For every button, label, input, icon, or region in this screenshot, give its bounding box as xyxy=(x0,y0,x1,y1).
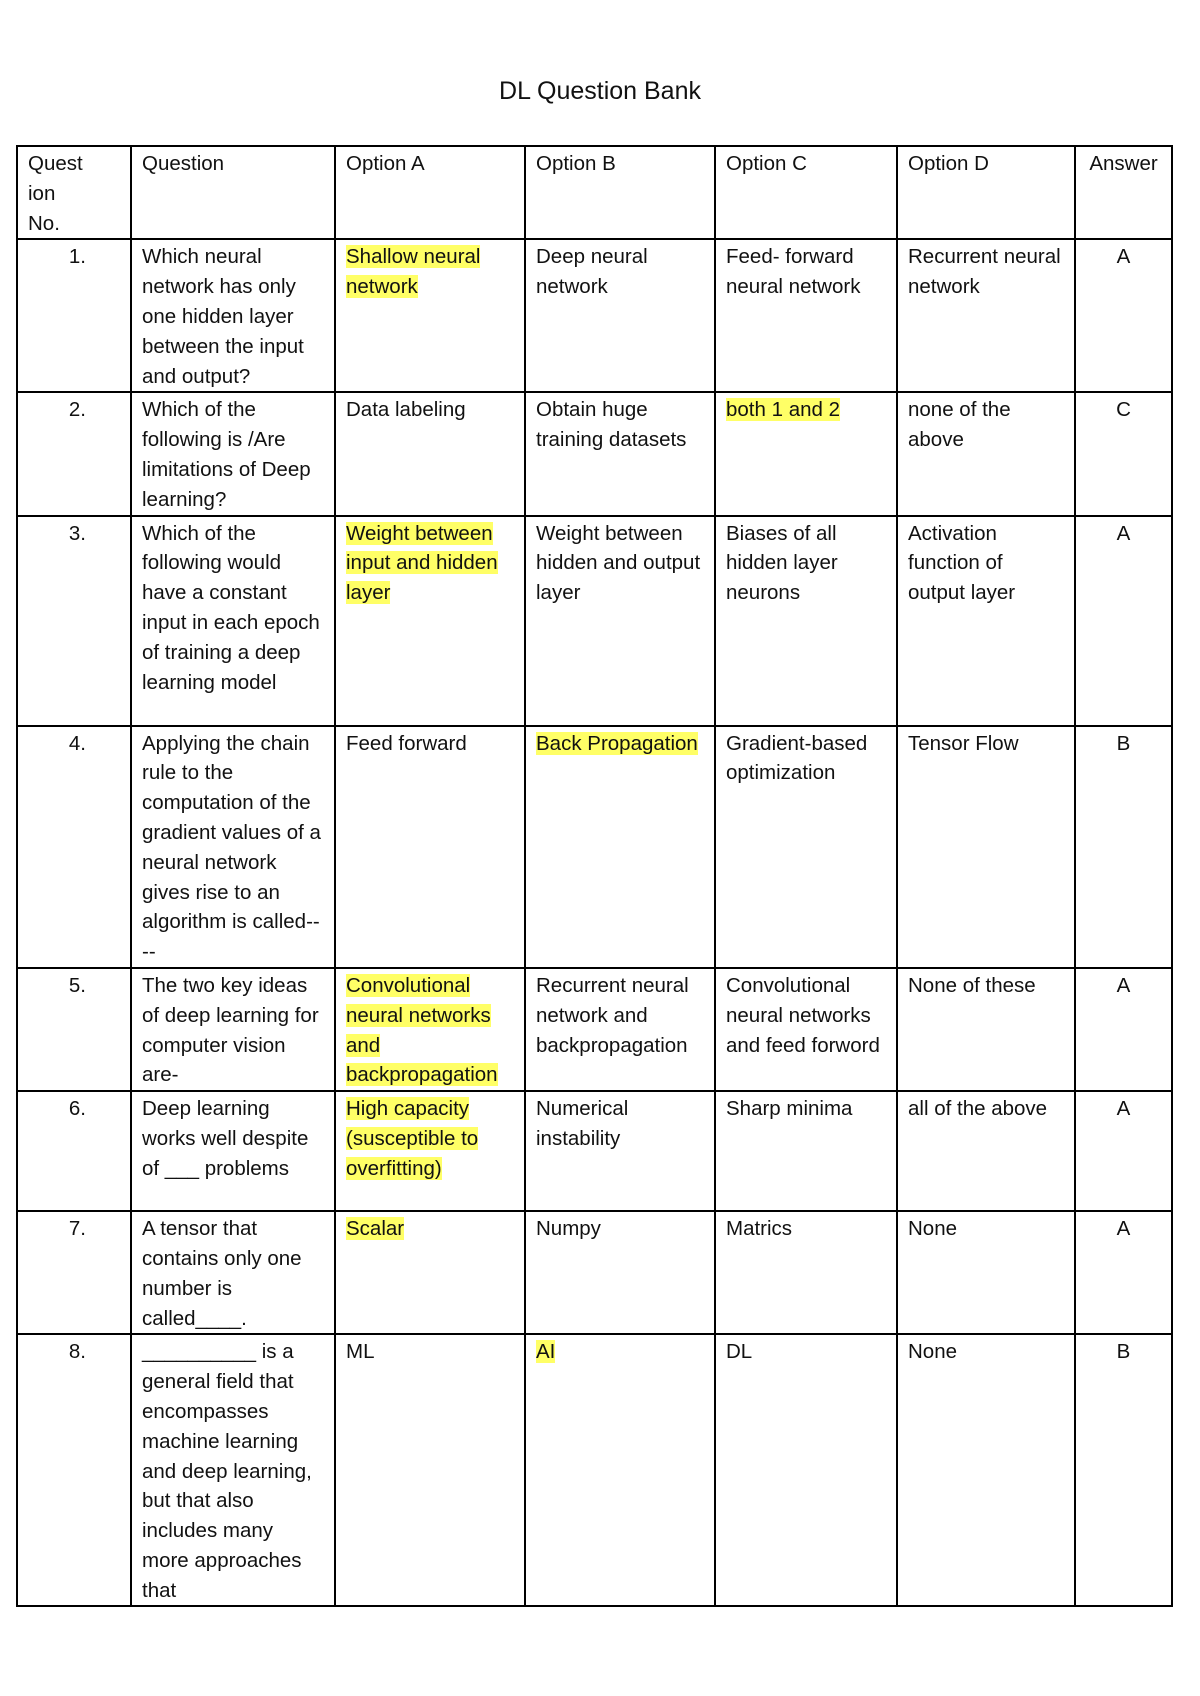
question-number: 7. xyxy=(17,1211,131,1334)
page-title: DL Question Bank xyxy=(499,77,701,105)
header-question: Question xyxy=(131,146,335,239)
option-a-cell xyxy=(335,968,525,1091)
correct-answer-highlight: Weight between input and hidden layer xyxy=(346,521,498,605)
question-number: 2. xyxy=(17,392,131,515)
correct-answer-highlight: Back Propagation xyxy=(536,731,698,755)
table-row xyxy=(17,392,1172,515)
option-c-cell: Sharp minima xyxy=(715,1091,897,1211)
table-row xyxy=(17,1211,1172,1334)
correct-answer-highlight: both 1 and 2 xyxy=(726,398,840,422)
answer-cell: B xyxy=(1075,726,1172,968)
answer-cell: A xyxy=(1075,968,1172,1091)
correct-answer-highlight: Scalar xyxy=(346,1217,405,1241)
question-text: Which of the following is /Are limitations of Deep learning? xyxy=(131,392,335,515)
question-number: 5. xyxy=(17,968,131,1091)
option-b-cell: Numpy xyxy=(525,1211,715,1334)
option-c-cell: Convolutional neural networks and feed forword xyxy=(715,968,897,1091)
option-b-cell: Obtain huge training datasets xyxy=(525,392,715,515)
question-number: 6. xyxy=(17,1091,131,1211)
option-b-cell: Numerical instability xyxy=(525,1091,715,1211)
option-b-cell xyxy=(525,1334,715,1606)
correct-answer-highlight: Shallow neural network xyxy=(346,245,481,299)
table-row xyxy=(17,1334,1172,1606)
option-c-cell xyxy=(715,392,897,515)
option-c-cell: Feed- forward neural network xyxy=(715,239,897,392)
answer-cell: A xyxy=(1075,239,1172,392)
option-d-cell: Activation function of output layer xyxy=(897,516,1075,726)
correct-answer-highlight: Convolutional neural networks and backpropagation xyxy=(346,973,498,1087)
option-c-cell: DL xyxy=(715,1334,897,1606)
question-number: 1. xyxy=(17,239,131,392)
option-d-cell: None xyxy=(897,1211,1075,1334)
table-row xyxy=(17,726,1172,968)
header-question-no: Question No. xyxy=(17,146,131,239)
question-text: The two key ideas of deep learning for computer vision are- xyxy=(131,968,335,1091)
option-d-cell: Recurrent neural network xyxy=(897,239,1075,392)
option-a-cell xyxy=(335,1091,525,1211)
header-option-a: Option A xyxy=(335,146,525,239)
header-answer: Answer xyxy=(1075,146,1172,239)
answer-cell: C xyxy=(1075,392,1172,515)
option-b-cell xyxy=(525,726,715,968)
question-text: Which neural network has only one hidden layer between the input and output? xyxy=(131,239,335,392)
option-b-cell: Weight between hidden and output layer xyxy=(525,516,715,726)
option-d-cell: None of these xyxy=(897,968,1075,1091)
option-a-cell: Feed forward xyxy=(335,726,525,968)
question-text: Which of the following would have a constant input in each epoch of training a deep learning model xyxy=(131,516,335,726)
table-row xyxy=(17,516,1172,726)
question-number: 4. xyxy=(17,726,131,968)
question-text: Applying the chain rule to the computation of the gradient values of a neural network gives rise to an algorithm is called---- xyxy=(131,726,335,968)
option-a-cell: Data labeling xyxy=(335,392,525,515)
option-c-cell: Gradient-based optimization xyxy=(715,726,897,968)
option-b-cell: Recurrent neural network and backpropagation xyxy=(525,968,715,1091)
question-bank-table xyxy=(16,145,1173,1607)
option-d-cell: all of the above xyxy=(897,1091,1075,1211)
option-a-cell: ML xyxy=(335,1334,525,1606)
question-text: Deep learning works well despite of ___ problems xyxy=(131,1091,335,1211)
option-c-cell: Biases of all hidden layer neurons xyxy=(715,516,897,726)
answer-cell: A xyxy=(1075,1091,1172,1211)
option-b-cell: Deep neural network xyxy=(525,239,715,392)
option-c-cell: Matrics xyxy=(715,1211,897,1334)
option-d-cell: none of the above xyxy=(897,392,1075,515)
header-option-d: Option D xyxy=(897,146,1075,239)
option-d-cell: Tensor Flow xyxy=(897,726,1075,968)
correct-answer-highlight: High capacity (susceptible to overfitting) xyxy=(346,1097,479,1180)
answer-cell: A xyxy=(1075,1211,1172,1334)
table-row xyxy=(17,239,1172,392)
option-a-cell xyxy=(335,239,525,392)
answer-cell: B xyxy=(1075,1334,1172,1606)
header-option-c: Option C xyxy=(715,146,897,239)
question-text: __________ is a general field that encompasses machine learning and deep learning, but that also includes many more approaches that xyxy=(131,1334,335,1606)
question-number: 8. xyxy=(17,1334,131,1606)
header-option-b: Option B xyxy=(525,146,715,239)
option-a-cell xyxy=(335,516,525,726)
question-number: 3. xyxy=(17,516,131,726)
table-row xyxy=(17,1091,1172,1211)
answer-cell: A xyxy=(1075,516,1172,726)
header-row xyxy=(17,146,1172,239)
option-a-cell xyxy=(335,1211,525,1334)
question-text: A tensor that contains only one number is called____. xyxy=(131,1211,335,1334)
option-d-cell: None xyxy=(897,1334,1075,1606)
correct-answer-highlight: AI xyxy=(536,1340,556,1364)
table-row xyxy=(17,968,1172,1091)
